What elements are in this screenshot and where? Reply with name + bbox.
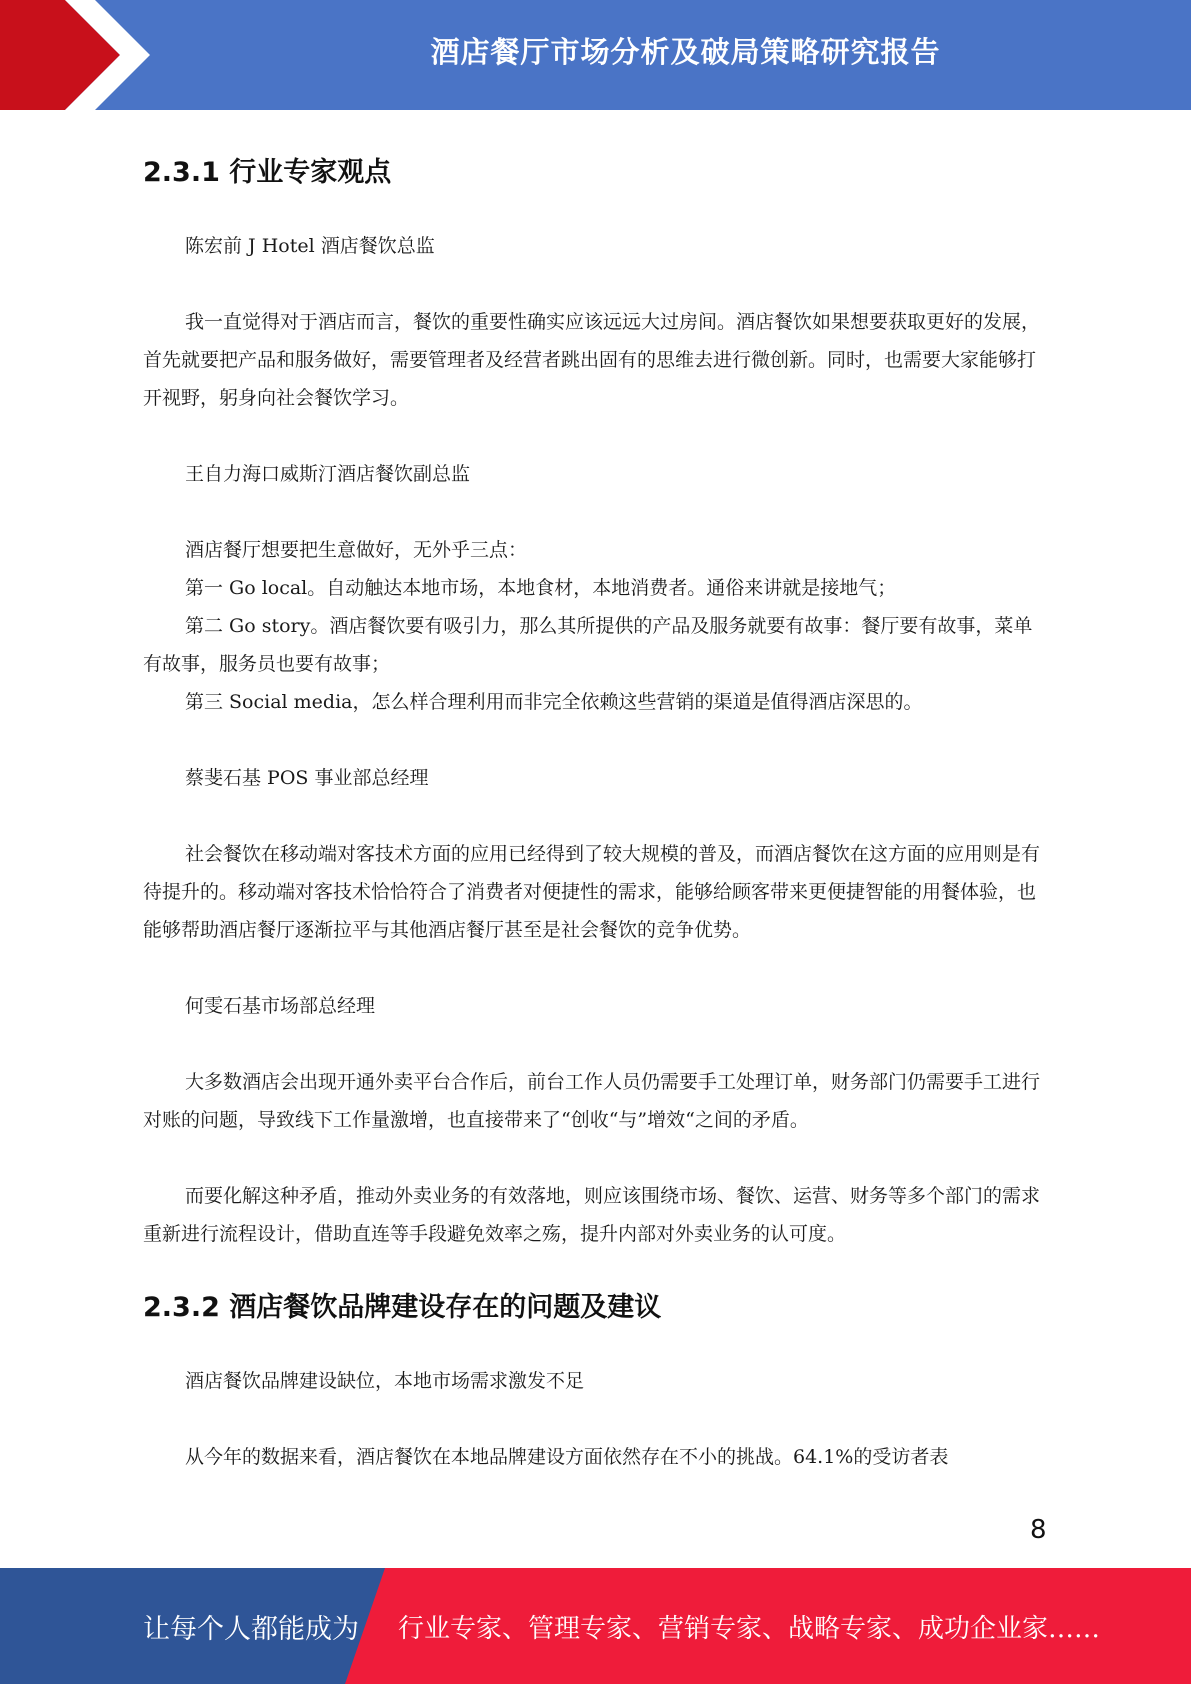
expert-quote-4b: 而要化解这种矛盾，推动外卖业务的有效落地，则应该围绕市场、餐饮、运营、财务等多个部门的需求重新进行流程设计，借助直连等手段避免效率之殇，提升内部对外卖业务的认可度。 [143, 1185, 1041, 1245]
body-paragraph: 从今年的数据来看，酒店餐饮在本地品牌建设方面依然存在不小的挑战。64.1%的受访者表 [185, 1446, 949, 1468]
main-content [143, 150, 1048, 1476]
expert-name-4: 何雯石基市场部总经理 [185, 995, 376, 1017]
page-header [0, 0, 1191, 110]
section-heading-2-3-2: 2.3.2 酒店餐饮品牌建设存在的问题及建议 [143, 1292, 662, 1323]
expert-quote-2-intro: 酒店餐厅想要把生意做好，无外乎三点： [185, 539, 528, 561]
footer-slogan-left: 让每个人都能成为 [143, 1613, 359, 1645]
expert-quote-1: 我一直觉得对于酒店而言，餐饮的重要性确实应该远远大过房间。酒店餐饮如果想要获取更好的发展，首先就要把产品和服务做好，需要管理者及经营者跳出固有的思维去进行微创新。同时，也需要大家能够打开视野，躬身向社会餐饮学习。 [143, 311, 1041, 409]
footer-slogan-right: 行业专家、管理专家、营销专家、战略专家、成功企业家…… [398, 1613, 1101, 1644]
page-number: 8 [1030, 1515, 1047, 1545]
page-footer [0, 1568, 1191, 1684]
expert-quote-4a: 大多数酒店会出现开通外卖平台合作后，前台工作人员仍需要手工处理订单，财务部门仍需要手工进行对账的问题，导致线下工作量激增，也直接带来了“创收“与”增效“之间的矛盾。 [143, 1071, 1041, 1131]
expert-quote-3: 社会餐饮在移动端对客技术方面的应用已经得到了较大规模的普及，而酒店餐饮在这方面的应用则是有待提升的。移动端对客技术恰恰符合了消费者对便捷性的需求，能够给顾客带来更便捷智能的用餐体验，也能够帮助酒店餐厅逐渐拉平与其他酒店餐厅甚至是社会餐饮的竞争优势。 [143, 843, 1041, 941]
expert-name-2: 王自力海口威斯汀酒店餐饮副总监 [185, 463, 471, 485]
subsection-title: 酒店餐饮品牌建设缺位，本地市场需求激发不足 [185, 1370, 585, 1392]
section-heading-2-3-1: 2.3.1 行业专家观点 [143, 157, 392, 188]
expert-name-1: 陈宏前 J Hotel 酒店餐饮总监 [185, 235, 435, 257]
expert-name-3: 蔡斐石基 POS 事业部总经理 [185, 767, 429, 789]
report-title: 酒店餐厅市场分析及破局策略研究报告 [430, 34, 941, 69]
expert-quote-2-point-3: 第三 Social media，怎么样合理利用而非完全依赖这些营销的渠道是值得酒店深思的。 [185, 691, 923, 713]
expert-quote-2-point-1: 第一 Go local。自动触达本地市场，本地食材，本地消费者。通俗来讲就是接地气； [185, 577, 897, 599]
expert-quote-2-point-2: 第二 Go story。酒店餐饮要有吸引力，那么其所提供的产品及服务就要有故事：餐厅要有故事，菜单有故事，服务员也要有故事； [143, 615, 1033, 675]
